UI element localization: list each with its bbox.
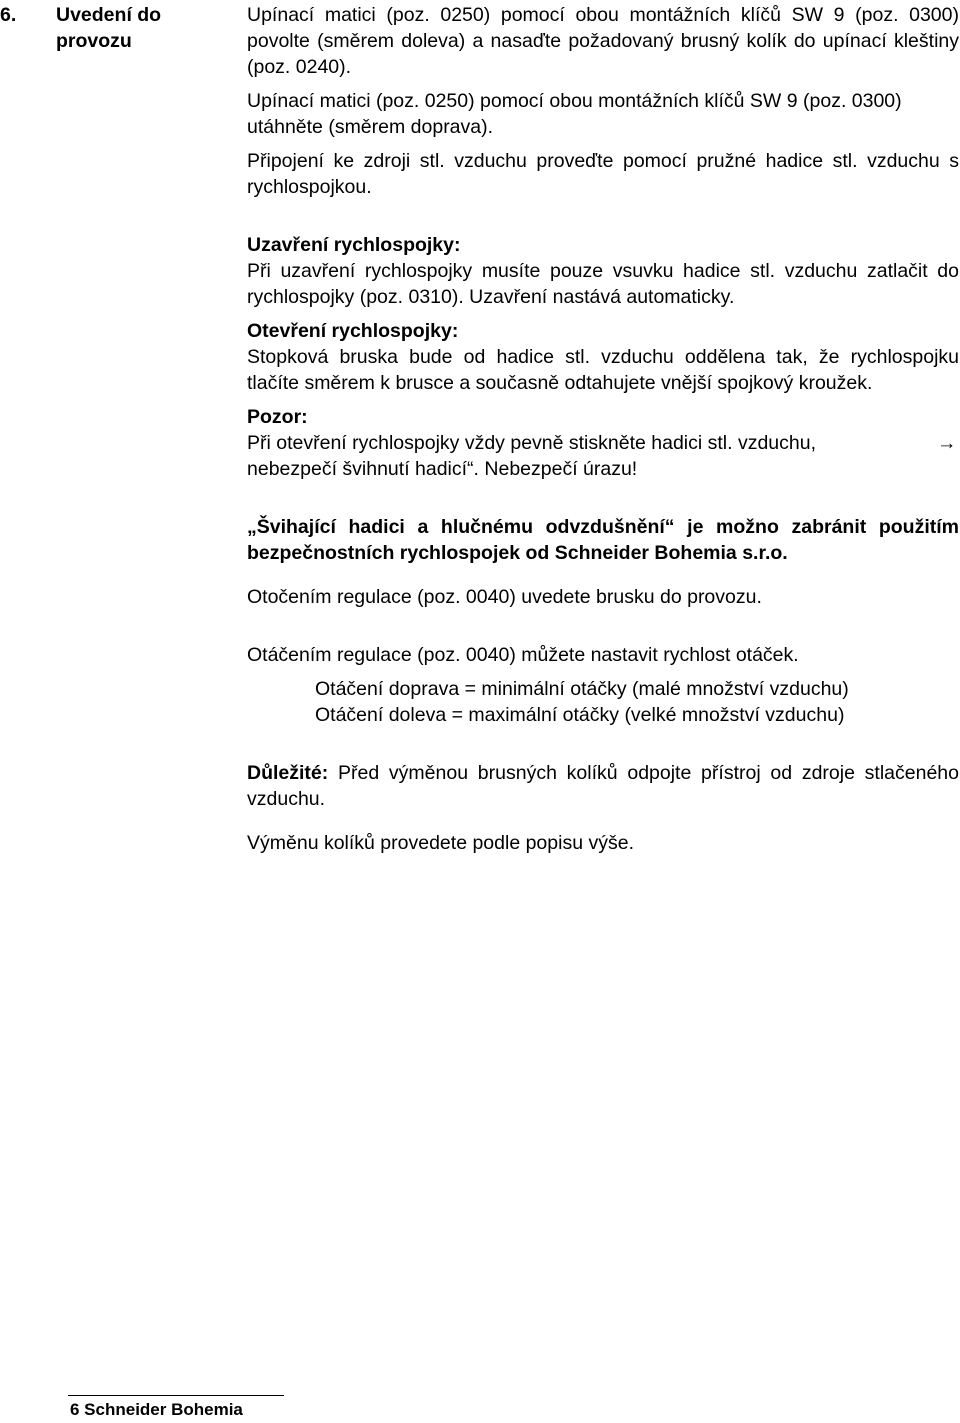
section-title: Uvedení do provozu — [56, 4, 162, 52]
step-loosen-nut: Upínací matici (poz. 0250) pomocí obou montážních klíčů SW 9 (poz. 0300) povolte (směrem doleva) a nasaďte požadovaný brusný kolík do upínací kleštiny (poz. 0240). — [247, 4, 959, 78]
page-footer: 6 Schneider Bohemia — [70, 1400, 243, 1419]
section-content — [247, 2, 959, 856]
speed-right: Otáčení doprava = minimální otáčky (malé množství vzduchu) — [315, 678, 849, 700]
important-note — [247, 760, 959, 812]
start-instruction: Otočením regulace (poz. 0040) uvedete brusku do provozu. — [247, 586, 762, 608]
footer-divider — [68, 1395, 284, 1396]
important-label: Důležité: — [247, 762, 329, 784]
section-number: 6. — [0, 4, 17, 26]
safety-notice: „Švihající hadici a hlučnému odvzdušnění“ je možno zabránit použitím bezpečnostních rychlospojek od Schneider Bohemia s.r.o. — [247, 516, 959, 564]
arrow-icon: → — [937, 432, 957, 454]
warning-line — [247, 430, 959, 456]
step-tighten-nut: Upínací matici (poz. 0250) pomocí obou montážních klíčů SW 9 (poz. 0300) utáhněte (směrem doprava). — [247, 90, 902, 138]
warning-heading: Pozor: — [247, 406, 308, 428]
step-connect-air: Připojení ke zdroji stl. vzduchu proveďte pomocí pružné hadice stl. vzduchu s rychlospojkou. — [247, 150, 959, 198]
warning-danger: nebezpečí švihnutí hadicí“. Nebezpečí úrazu! — [247, 458, 638, 480]
warning-text: Při otevření rychlospojky vždy pevně stiskněte hadici stl. vzduchu, — [247, 432, 817, 454]
closing-text: Při uzavření rychlospojky musíte pouze vsuvku hadice stl. vzduchu zatlačit do rychlospojky (poz. 0310). Uzavření nastává automaticky. — [247, 260, 959, 308]
speed-left: Otáčení doleva = maximální otáčky (velké množství vzduchu) — [315, 704, 845, 726]
speed-intro: Otáčením regulace (poz. 0040) můžete nastavit rychlost otáček. — [247, 644, 799, 666]
final-note: Výměnu kolíků provedete podle popisu výše. — [247, 832, 634, 854]
opening-text: Stopková bruska bude od hadice stl. vzduchu oddělena tak, že rychlospojku tlačíte směrem k brusce a současně odtahujete vnější spojkový kroužek. — [247, 346, 959, 394]
opening-heading: Otevření rychlospojky: — [247, 320, 459, 342]
closing-heading: Uzavření rychlospojky: — [247, 234, 461, 256]
important-text: Před výměnou brusných kolíků odpojte přístroj od zdroje stlačeného vzduchu. — [247, 762, 959, 810]
